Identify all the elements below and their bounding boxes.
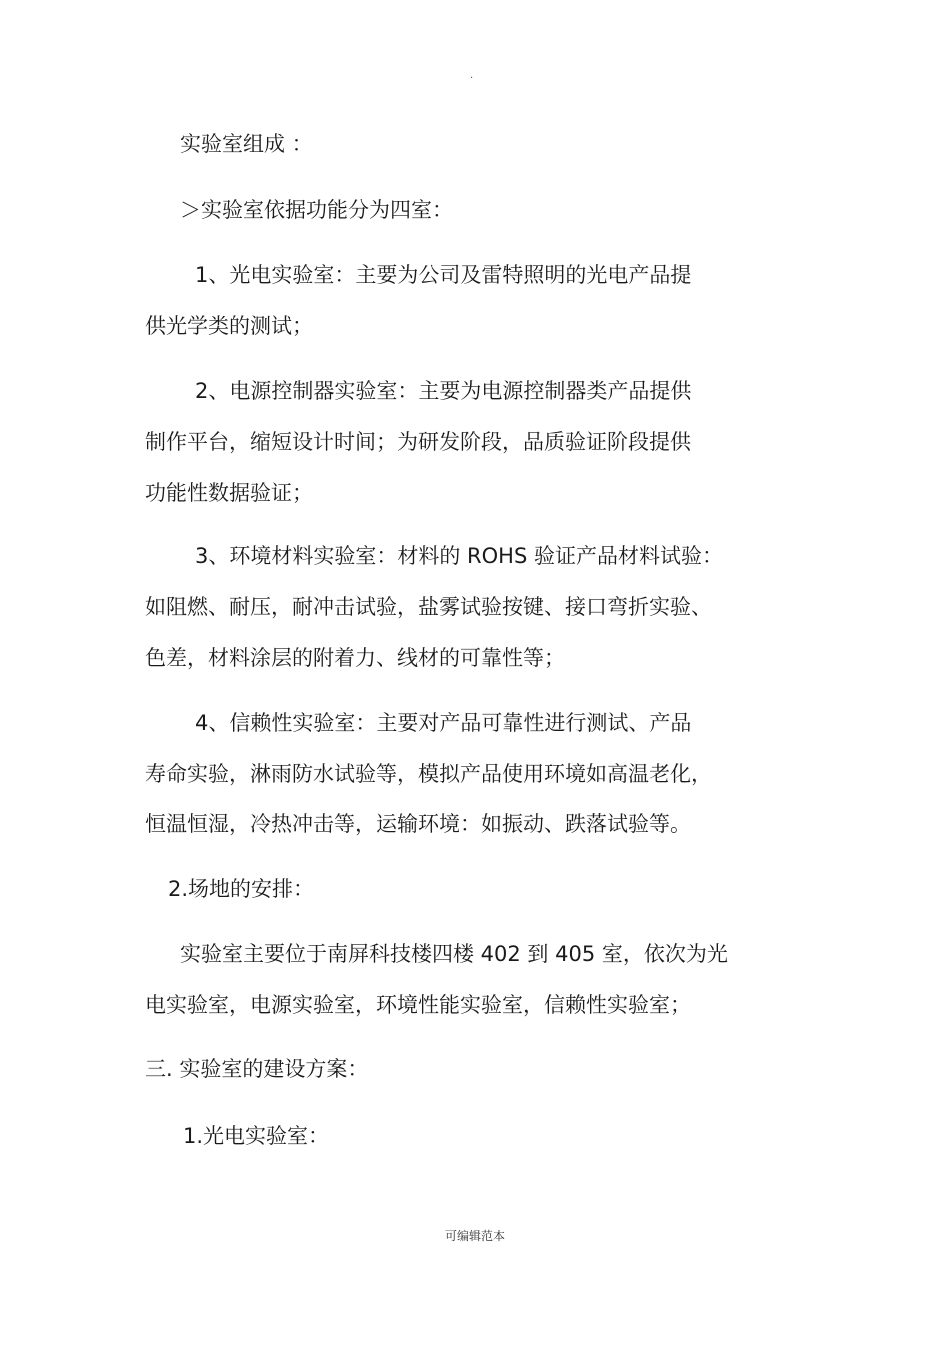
environment-material-lab-line-3: 色差，材料涂层的附着力、线材的可靠性等； [145,646,565,670]
site-arrangement-heading: 2.场地的安排： [168,877,315,901]
environment-material-lab-line-1: 3、环境材料实验室：材料的 ROHS 验证产品材料试验： [195,544,723,568]
optoelectronic-lab-line-2: 供光学类的测试； [145,314,313,338]
power-controller-lab-line-1: 2、电源控制器实验室：主要为电源控制器类产品提供 [195,379,692,403]
reliability-lab-line-3: 恒温恒湿，冷热冲击等，运输环境：如振动、跌落试验等。 [145,812,691,836]
optoelectronic-lab-line-1: 1、光电实验室：主要为公司及雷特照明的光电产品提 [195,263,692,287]
optoelectronic-lab-subheading: 1.光电实验室： [183,1124,330,1148]
reliability-lab-line-2: 寿命实验，淋雨防水试验等，模拟产品使用环境如高温老化， [145,762,712,786]
lab-division-intro: ＞实验室依据功能分为四室： [180,198,453,222]
header-mark: . [470,70,474,81]
reliability-lab-line-1: 4、信赖性实验室：主要对产品可靠性进行测试、产品 [195,711,692,735]
power-controller-lab-line-2: 制作平台，缩短设计时间；为研发阶段，品质验证阶段提供 [145,430,691,454]
page-footer: 可编辑范本 [444,1229,505,1243]
lab-composition-heading: 实验室组成 ： [180,132,313,156]
power-controller-lab-line-3: 功能性数据验证； [145,481,313,505]
environment-material-lab-line-2: 如阻燃、耐压，耐冲击试验，盐雾试验按键、接口弯折实验、 [145,595,712,619]
site-arrangement-line-1: 实验室主要位于南屏科技楼四楼 402 到 405 室，依次为光 [180,942,728,966]
site-arrangement-line-2: 电实验室，电源实验室，环境性能实验室，信赖性实验室； [145,993,691,1017]
construction-plan-heading: 三. 实验室的建设方案： [145,1057,369,1081]
